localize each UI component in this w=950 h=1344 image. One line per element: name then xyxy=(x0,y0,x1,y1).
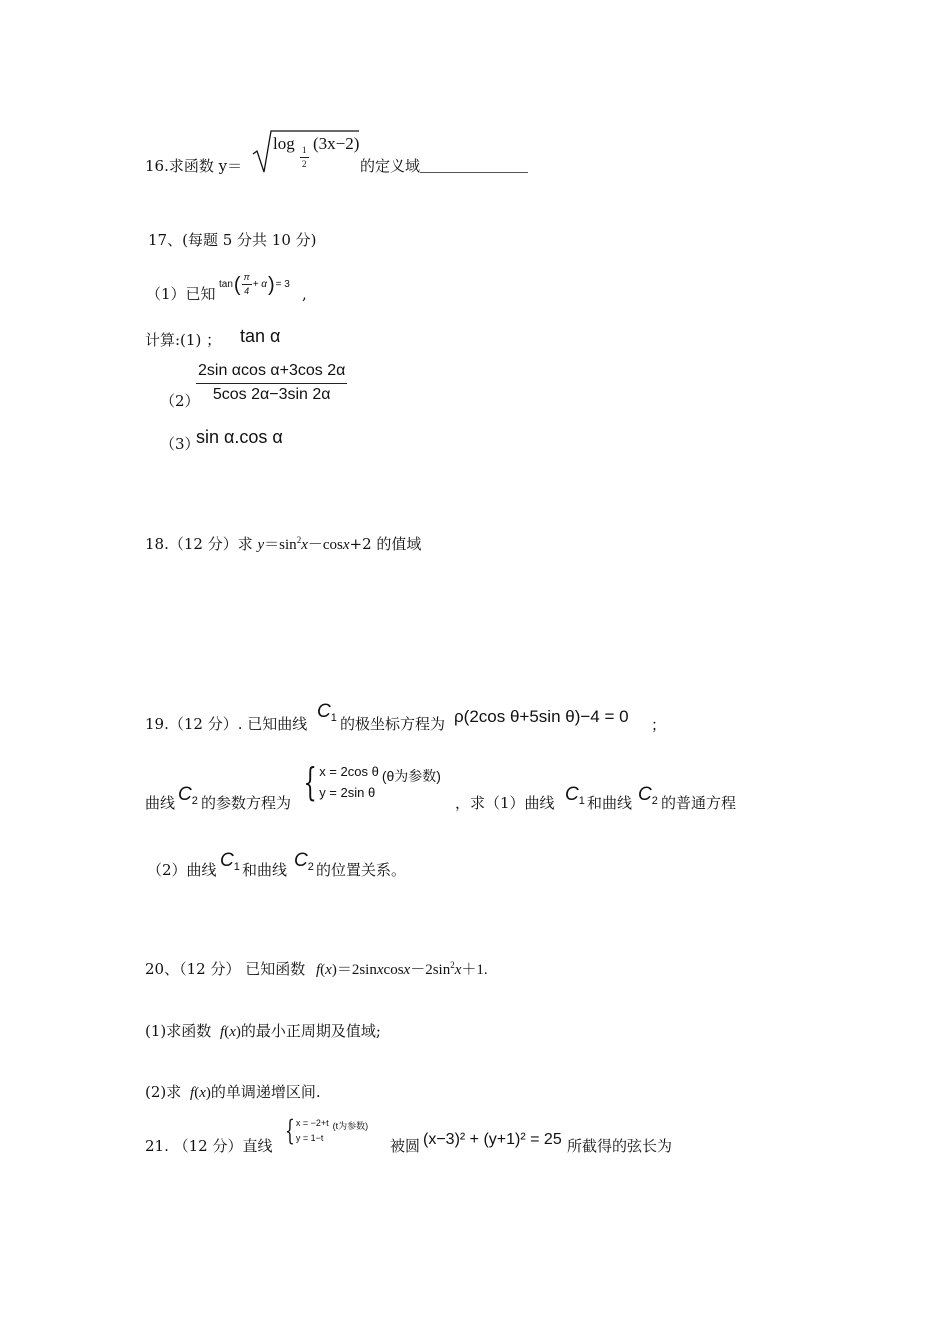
question-20 xyxy=(145,962,488,978)
param-note: (θ为参数) xyxy=(381,768,441,784)
system-row-2: y = 2sin θ xyxy=(319,785,376,800)
q19-line2-suffix: 的普通方程 xyxy=(661,794,737,812)
q20-x3: x xyxy=(403,962,411,978)
polar-equation: ρ(2cos θ+5sin θ)−4 = 0 xyxy=(454,707,629,726)
compute-label: 计算:(1) ； xyxy=(145,331,222,349)
q18-square: 2 xyxy=(296,535,302,545)
q19-line3-suffix: 的位置关系。 xyxy=(316,861,407,879)
c-letter: C xyxy=(220,850,234,871)
q19-and-2: 和曲线 xyxy=(242,861,288,879)
q19-and: 和曲线 xyxy=(587,794,633,812)
q20-sub2-x: (x) xyxy=(194,1085,211,1101)
c-letter: C xyxy=(565,784,579,805)
log-base-fraction xyxy=(300,146,309,169)
part2-fraction xyxy=(196,363,347,403)
given-suffix: , xyxy=(302,285,307,303)
q16-suffix xyxy=(360,159,528,174)
line-row-2: y = 1−t xyxy=(295,1133,324,1143)
c-letter: C xyxy=(317,701,331,722)
q20-sub1-prefix: (1)求函数 xyxy=(145,1022,212,1040)
four-text: 4 xyxy=(244,286,250,296)
q20-expr-b: cos xyxy=(383,962,404,978)
c-sub-1: 1 xyxy=(330,712,337,724)
line-row-1: x = −2+t xyxy=(295,1118,329,1128)
q19-line2-prefix: 曲线 xyxy=(145,794,176,812)
q21-prefix: 21. （12 分）直线 xyxy=(145,1137,273,1155)
part2-denominator: 5cos 2α−3sin 2α xyxy=(212,386,331,403)
part3-label: （3） xyxy=(160,435,200,453)
q17-title: 17、(每题 5 分共 10 分) xyxy=(148,231,317,249)
q20-x4: x xyxy=(454,962,462,978)
circle-equation: (x−3)² + (y+1)² = 25 xyxy=(423,1131,562,1148)
q20-sub1-x: (x) xyxy=(224,1024,241,1040)
c-letter: C xyxy=(178,784,192,805)
c-sub-2: 2 xyxy=(651,795,658,807)
q20-f: f xyxy=(316,962,321,978)
curve-c2-c xyxy=(294,850,314,873)
curve-c1 xyxy=(317,701,337,724)
q20-prefix: 20、（12 分） 已知函数 xyxy=(145,960,306,978)
right-paren: ) xyxy=(267,273,275,296)
c-sub-1: 1 xyxy=(578,795,585,807)
q20-expr-a: ＝2sin xyxy=(336,962,377,978)
part2-numerator: 2sin αcos α+3cos 2α xyxy=(196,363,347,384)
q19-ask-text: ，求（1）曲线 xyxy=(455,794,555,812)
q20-x2: x xyxy=(376,962,384,978)
q16-log xyxy=(273,135,295,152)
left-brace: { xyxy=(303,760,317,804)
q21-mid: 被圆 xyxy=(390,1137,421,1155)
q19-prefix: 19.（12 分）. 已知曲线 xyxy=(145,715,308,733)
pi-over-4 xyxy=(242,273,252,296)
system-row-1: x = 2cos θ xyxy=(319,764,379,779)
plus-alpha: + α xyxy=(252,278,267,290)
left-brace: { xyxy=(285,1114,295,1147)
q18-x1: x xyxy=(301,537,308,553)
q19-line3-prefix: （2）曲线 xyxy=(147,861,217,879)
q20-expr-d: ＋1. xyxy=(461,962,488,978)
q18-y: y xyxy=(257,537,265,553)
curve-c1-c xyxy=(220,850,240,873)
q18-cos: －cos xyxy=(307,537,343,553)
q20-sub2-f: f xyxy=(190,1085,195,1101)
q16-arg: (3x−2) xyxy=(313,134,360,153)
log-base-num: 1 xyxy=(300,146,309,158)
eq-three: = 3 xyxy=(275,278,290,290)
system-rows xyxy=(296,1119,329,1143)
tan-text: tan xyxy=(219,278,233,290)
part2-label: （2） xyxy=(160,392,200,410)
q20-sub2-suffix: 的单调递增区间. xyxy=(210,1083,321,1101)
log-base-den: 2 xyxy=(302,159,307,169)
param-system xyxy=(298,760,441,804)
q19-mid: 的极坐标方程为 xyxy=(340,715,446,733)
q20-square: 2 xyxy=(450,960,455,970)
q20-sub1-f: f xyxy=(220,1024,225,1040)
q16-prefix: 16.求函数 y＝ xyxy=(145,157,243,175)
given-expression xyxy=(219,273,290,296)
c-sub-2: 2 xyxy=(191,795,198,807)
c-sub-2: 2 xyxy=(307,861,314,873)
log-text: log xyxy=(273,134,295,153)
system-rows xyxy=(319,765,379,799)
curve-c2 xyxy=(178,784,198,807)
q21-param-note: (t为参数) xyxy=(332,1120,369,1131)
curve-c1-b xyxy=(565,784,585,807)
q21-suffix: 所截得的弦长为 xyxy=(567,1137,673,1155)
part3-expression: sin α.cos α xyxy=(196,427,283,447)
line-param-system xyxy=(281,1114,369,1147)
curve-c2-b xyxy=(638,784,658,807)
q20-sub2 xyxy=(145,1085,321,1101)
q20-sub1 xyxy=(145,1024,381,1040)
c-letter: C xyxy=(638,784,652,805)
answer-blank xyxy=(420,159,528,173)
question-18 xyxy=(145,537,421,553)
q20-expr-c: －2sin xyxy=(410,962,451,978)
q16-suffix-text: 的定义域 xyxy=(360,157,421,175)
q20-x: (x) xyxy=(320,962,337,978)
q18-prefix: 18.（12 分）求 xyxy=(145,535,253,553)
q19-semicolon: ； xyxy=(651,716,667,734)
part1-expression: tan α xyxy=(240,326,281,346)
q19-line2-mid: 的参数方程为 xyxy=(201,794,292,812)
given-prefix: （1）已知 xyxy=(146,285,216,303)
q18-sin: ＝sin xyxy=(264,537,297,553)
c-sub-1: 1 xyxy=(233,861,240,873)
q20-sub2-prefix: (2)求 xyxy=(145,1083,182,1101)
pi-text: π xyxy=(242,273,252,285)
left-paren: ( xyxy=(233,273,241,296)
q18-x2: x xyxy=(342,537,350,553)
q20-sub1-suffix: 的最小正周期及值域; xyxy=(240,1022,381,1040)
c-letter: C xyxy=(294,850,308,871)
q19-ask xyxy=(455,796,555,811)
q18-tail: +2 的值域 xyxy=(349,535,422,553)
